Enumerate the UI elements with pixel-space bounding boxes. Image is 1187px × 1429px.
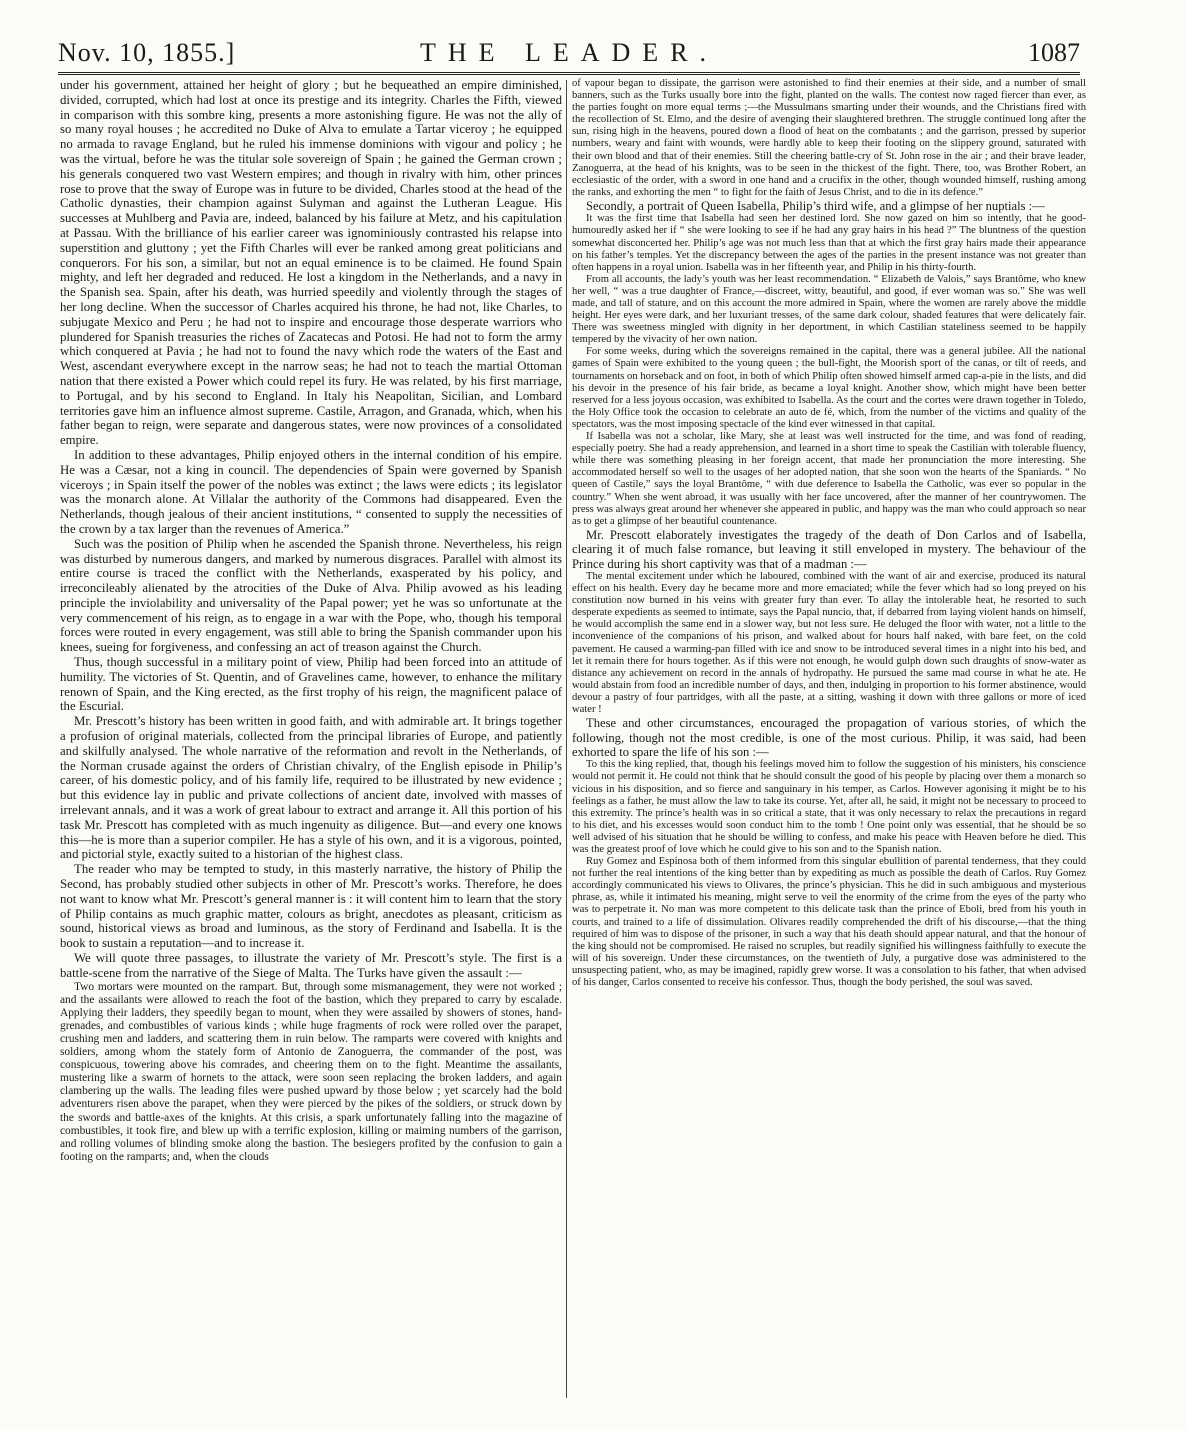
- paragraph: We will quote three passages, to illustrate the variety of Mr. Prescott’s style. The first is a battle-scene from the narrative of the Siege of Malta. The Turks have given the assault :—: [60, 951, 562, 980]
- quoted-paragraph: It was the first time that Isabella had seen her destined lord. She now gazed on him so intently, that he good-humouredly asked her if “ she were looking to see if he had any gray hairs in his head ?” The bluntness of the question somewhat disconcerted her. Philip’s age was not much less than that at which the first gray hairs made their appearance on his father’s temples. Yet the discrepancy between the ages of the parties in the present instance was not greater than often happens in a royal union. Isabella was in her fifteenth year, and Philip in his thirty-fourth.: [572, 213, 1086, 273]
- column-divider: [566, 80, 567, 1398]
- quoted-paragraph: From all accounts, the lady’s youth was her least recommendation. “ Elizabeth de Valois,” says Brantôme, who knew her well, “ was a true daughter of France,—discreet, witty, beautiful, and good, if ever woman was so.” She was well made, and tall of stature, and on this account the more admired in Spain, where the women are rarely above the middle height. Her eyes were dark, and her luxuriant tresses, of the same dark colour, shaded features that were delicately fair. There was sweetness mingled with dignity in her deportment, in which Castilian stateliness seemed to be happily tempered by the vivacity of her own nation.: [572, 273, 1086, 346]
- publication-title: THE LEADER.: [419, 38, 719, 67]
- quoted-paragraph: Two mortars were mounted on the rampart. But, through some mismanagement, they were not worked ; and the assailants were allowed to reach the foot of the bastion, which they prepared to carry by escalade. Applying their ladders, they speedily began to mount, when they were assailed by showers of stones, hand-grenades, and combustibles of various kinds ; while huge fragments of rock were rolled over the parapet, crushing men and ladders, and scattering them in ruin below. The ramparts were covered with knights and soldiers, among whom the stately form of Antonio de Zanoguerra, the commander of the post, was conspicuous, towering above his comrades, and cheering them on to the fight. Meantime the assailants, mustering like a swarm of hornets to the attack, were soon seen replacing the broken ladders, and again clambering up the walls. The leading files were pushed upward by those below ; yet scarcely had the bold adventurers risen above the parapet, when they were pierced by the pikes of the soldiers, or struck down by the swords and battle-axes of the knights. At this crisis, a spark unfortunately falling into the magazine of combustibles, it took fire, and blew up with a terrific explosion, killing or maiming numbers of the garrison, and rolling volumes of blinding smoke along the bastion. The besiegers profited by the confusion to gain a footing on the ramparts; and, when the clouds: [60, 980, 562, 1163]
- paragraph: Mr. Prescott elaborately investigates the tragedy of the death of Don Carlos and of Isabella, clearing it of much false romance, but leaving it still enveloped in mystery. The behaviour of the Prince during his short captivity was that of a madman :—: [572, 527, 1086, 571]
- paragraph: Such was the position of Philip when he ascended the Spanish throne. Nevertheless, his reign was disturbed by numerous dangers, and marked by numerous disgraces. Parallel with almost its entire course is traced the conflict with the Netherlands, exasperated by his policy, and irreconcileably alienated by the atrocities of the Duke of Alva. Philip avowed as his leading principle the inviolability and universality of the Papal power; yet he was so unfortunate at the very commencement of his reign, as to engage in a war with the Pope, who, though his temporal forces were routed in every engagement, was still able to bring the Spanish commander upon his knees, sueing for forgiveness, and confessing an act of treason against the Church.: [60, 536, 562, 655]
- paragraph: Mr. Prescott’s history has been written in good faith, and with admirable art. It brings together a profusion of original materials, collected from the principal libraries of Europe, and patiently and skilfully analysed. The whole narrative of the reformation and revolt in the Netherlands, of the Norman crusade against the orders of Christian chivalry, of the English episode in Philip’s career, of his domestic policy, and of his family life, required to be illustrated by new evidence ; but this evidence lay in public and private collections of ancient date, involved with masses of irrelevant annals, and it was a work of great labour to extract and arrange it. All this portion of his task Mr. Prescott has completed with as much ingenuity as diligence. But—and every one knows this—he is more than a superior compiler. He has a style of his own, and it is a vigorous, pointed, and pictorial style, exactly suited to a historian of the highest class.: [60, 714, 562, 862]
- paragraph: The reader who may be tempted to study, in this masterly narrative, the history of Philip the Second, has probably studied other subjects in other of Mr. Prescott’s works. Therefore, he does not want to know what Mr. Prescott’s general manner is : it will content him to learn that the story of Philip contains as much graphic matter, colours as bright, anecdotes as pleasant, criticism as sound, historical views as broad and luminous, as the story of Ferdinand and Isabella. It is the book to sustain a reputation—and to increase it.: [60, 862, 562, 951]
- quoted-paragraph: For some weeks, during which the sovereigns remained in the capital, there was a general jubilee. All the national games of Spain were exhibited to the young queen ; the bull-fight, the Moorish sport of the canas, or tilt of reeds, and tournaments on horseback and on foot, in both of which Philip often showed himself armed cap-a-pie in the lists, and did his devoir in the presence of his fair bride, as became a loyal knight. Another show, which might have been better reserved for a less joyous occasion, was exhibited to Isabella. As the court and the cortes were drawn together in Toledo, the Holy Office took the occasion to celebrate an auto de fé, which, from the number of the victims and quality of the spectators, was the most imposing spectacle of the kind ever witnessed in that capital.: [572, 346, 1086, 430]
- quoted-paragraph: of vapour began to dissipate, the garrison were astonished to find their enemies at their side, and a number of small banners, such as the Turks usually bore into the fight, planted on the walls. The contest now raged fiercer than ever, as the parties fought on more equal terms ;—the Mussulmans smarting under their wounds, and the Christians fired with the recollection of St. Elmo, and the desire of avenging their slaughtered brethren. The struggle continued long after the sun, rising high in the heavens, poured down a flood of heat on the combatants ; and the garrison, pressed by superior numbers, weary and faint with wounds, were hardly able to keep their footing on the slippery ground, saturated with their own blood and that of their enemies. Still the cheering battle-cry of St. John rose in the air ; and their brave leader, Zanoguerra, at the head of his knights, was to be seen in the thickest of the fight. There, too, was Brother Robert, an ecclesiastic of the order, with a sword in one hand and a crucifix in the other, though wounded himself, rushing among the ranks, and exhorting the men “ to fight for the faith of Jesus Christ, and to die in its defence.”: [572, 78, 1086, 198]
- masthead: [58, 36, 1080, 75]
- issue-date: Nov. 10, 1855.]: [58, 38, 236, 67]
- quoted-paragraph: The mental excitement under which he laboured, combined with the want of air and exercise, produced its natural effect on his health. Every day he became more and more emaciated; while the fever which had so long preyed on his constitution now burned in his veins with greater fury than ever. To allay the intolerable heat, he resorted to such desperate expedients as seemed to intimate, says the Papal nuncio, that, if debarred from laying violent hands on himself, he would accomplish the same end in a slower way, but not less sure. He deluged the floor with water, not a little to the inconvenience of the companions of his prison, and walked about for hours half naked, with bare feet, on the cold pavement. He caused a warming-pan filled with ice and snow to be introduced several times in a night into his bed, and let it remain there for hours together. As if this were not enough, he would gulph down such draughts of snow-water as distance any achievement on record in the annals of hydropathy. He pursued the same mad course in what he ate. He would abstain from food an incredible number of days, and then, indulging in proportion to his former abstinence, would devour a pastry of four partridges, with all the paste, at a sitting, washing it down with three gallons or more of iced water !: [572, 571, 1086, 716]
- paragraph: In addition to these advantages, Philip enjoyed others in the internal condition of his empire. He was a Cæsar, not a king in council. The dependencies of Spain were governed by Spanish viceroys ; in Spain itself the power of the nobles was extinct ; the laws were edicts ; its legislator was the monarch alone. At Villalar the authority of the Commons had disappeared. Even the Netherlands, though jealous of their ancient institutions, “ consented to supply the necessities of the crown by a tax larger than the revenues of America.”: [60, 447, 562, 536]
- paragraph: Secondly, a portrait of Queen Isabella, Philip’s third wife, and a glimpse of her nuptials :—: [586, 198, 1045, 213]
- left-column: [60, 78, 562, 1398]
- paragraph: These and other circumstances, encouraged the propagation of various stories, of which the following, though not the most credible, is one of the most curious. Philip, it was said, had been exhorted to spare the life of his son :—: [572, 716, 1086, 759]
- paragraph: Thus, though successful in a military point of view, Philip had been forced into an attitude of humility. The victories of St. Quentin, and of Gravelines came, however, to enhance the military renown of Spain, and the King erected, as the first trophy of his reign, the magnificent palace of the Escurial.: [60, 655, 562, 714]
- quoted-paragraph: If Isabella was not a scholar, like Mary, she at least was well instructed for the time, and was fond of reading, especially poetry. She had a ready apprehension, and learned in a short time to speak the Castilian with tolerable fluency, while there was something pleasing in her foreign accent, that made her pronunciation the more interesting. She accommodated herself so well to the usages of her adopted nation, that she soon won the hearts of the Spaniards. “ No queen of Castile,” says the loyal Brantôme, “ with due deference to Isabella the Catholic, was ever so popular in the country.” When she went abroad, it was usually with her face uncovered, after the manner of her countrywomen. The press was always great around her whenever she appeared in public, and happy was the man who could approach so near as to get a glimpse of her beautiful countenance.: [572, 431, 1086, 527]
- quoted-paragraph: To this the king replied, that, though his feelings moved him to follow the suggestion of his ministers, his conscience would not permit it. He could not think that he should consult the good of his people by placing over them a monarch so vicious in his disposition, and so fierce and sanguinary in his temper, as Carlos. However agonising it might be to his feelings as a father, he must allow the law to take its course. Yet, after all, he said, it might not be necessary to proceed to this extremity. The prince’s health was in so critical a state, that it was only necessary to relax the precautions in regard to his diet, and his excesses would soon conduct him to the tomb ! One point only was essential, that he should be so well advised of his situation that he should be willing to confess, and make his peace with Heaven before he died. This was the greatest proof of love which he could give to his son and to the Spanish nation.: [572, 759, 1086, 855]
- right-column: [572, 78, 1086, 1398]
- page-number: 1087: [1028, 38, 1080, 67]
- quoted-paragraph: Ruy Gomez and Espinosa both of them informed from this singular ebullition of parental tenderness, that they could not further the real intentions of the king better than by expediting as much as possible the death of Carlos. Ruy Gomez accordingly communicated his views to Olivares, the prince’s physician. This he did in such ambiguous and mysterious phrase, as, while it intimated his meaning, might serve to veil the enormity of the crime from the eyes of the party who was to perpetrate it. No man was more competent to this delicate task than the prince of Eboli, bred from his youth in courts, and trained to a life of dissimulation. Olivares readily comprehended the drift of his discourse,—that the thing required of him was to dispose of the prisoner, in such a way that his death should appear natural, and that the honour of the king should not be compromised. He raised no scruples, but readily signified his willingness faithfully to execute the will of his sovereign. Under these circumstances, on the twentieth of July, a purgative dose was administered to the unsuspecting patient, who, as may be imagined, rapidly grew worse. It was a consolation to his father, that when advised of his danger, Carlos consented to receive his confessor. Thus, though the body perished, the soul was saved.: [572, 856, 1086, 989]
- paragraph: under his government, attained her height of glory ; but he bequeathed an empire diminished, divided, corrupted, which had lost at once its prestige and its integrity. Charles the Fifth, viewed in comparison with this sombre king, presents a more astonishing figure. He was not the ally of so many royal houses ; he accredited no Duke of Alva to emulate a Tartar viceroy ; he equipped no armada to ravage England, but he ruled his immense dominions with vigour and policy ; he was the virtual, before he was the titular sole sovereign of Spain ; he gained the German crown ; his generals conquered two vast Western empires; and though in rivalry with him, other princes rose to prove that the sway of Europe was in future to be divided, Charles stood at the head of the Catholic dynasties, their champion against Sulyman and against the Lutheran League. His successes at Muhlberg and Pavia are, indeed, balanced by his failure at Metz, and his capitulation at Passau. With the brilliance of his earlier career was ignominiously contrasted his relapse into superstition and gluttony ; yet the Fifth Charles will ever be ranked among great politicians and conquerors. For his son, a similar, but not an equal eminence is to be claimed. He found Spain mighty, and left her degraded and reduced. He lost a kingdom in the Netherlands, and a navy in the Spanish sea. Spain, after his death, was hurried speedily and violently through the stages of her long decline. When the successor of Charles acquired his throne, he had not, like Charles, to subjugate Mexico and Peru ; he had not to inspire and encourage those desperate warriors who plundered for Spanish treasuries the riches of Zacatecas and Potosi. He had not to form the army which conquered at Pavia ; he had not to found the navy which rode the waters of the East and West, ascendant everywhere except in the narrow seas; he had not to teach the martial Ottoman nation that there existed a Power which could repel its fury. He was related, by his first marriage, to Portugal, and by his second to England. In Italy his Neapolitan, Sicilian, and Lombard territories gave him an influence almost supreme. Castile, Arragon, and Granada, which, when his father began to reign, were separate and dangerous states, were now provinces of a consolidated empire.: [60, 78, 562, 448]
